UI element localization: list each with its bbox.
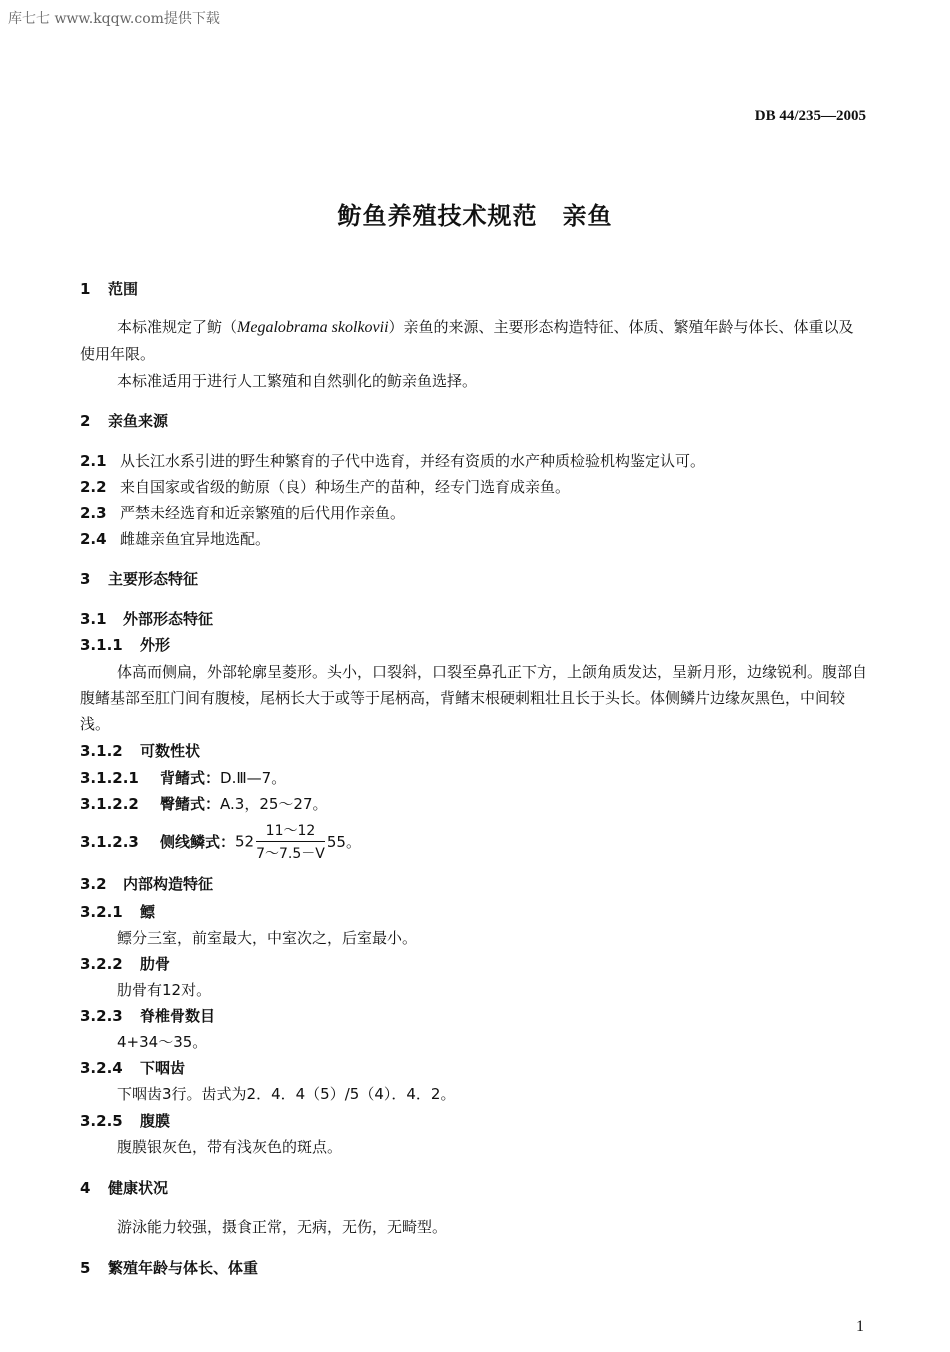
clause-3-2-5-text: 腹膜银灰色，带有浅灰色的斑点。	[117, 1138, 343, 1156]
clause-3-1-2-3: 3.1.2.3 侧线鳞式：52 $\frac{11\sim 12}{7\sim 7.5-V}$ 55。	[80, 820, 361, 863]
clause-3-1-1-text: 体高而侧扁，外部轮廓呈菱形。头小，口裂斜，口裂至鼻孔正下方，上颌角质发达，呈新月形，边缘锐利。腹部自腹鳍基部至肛门间有腹棱，尾柄长大于或等于尾柄高，背鳍末根硬刺粗壮且长于头长。体侧鳞片边缘灰黑色，中间较浅。	[80, 663, 868, 733]
clause-2-4: 2.4 雌雄亲鱼宜异地选配。	[80, 530, 271, 548]
clause-3-1-heading: 3.1 外部形态特征	[80, 610, 214, 628]
clause-2-3: 2.3 严禁未经选育和近亲繁殖的后代用作亲鱼。	[80, 504, 406, 522]
section-1-paragraph-1: 本标准规定了鲂（Megalobrama skolkovii）亲鱼的来源、主要形态构造特征、体质、繁殖年龄与体长、体重以及使用年限。	[80, 318, 854, 363]
section-number: 1	[80, 280, 91, 298]
clause-3-2-heading: 3.2 内部构造特征	[80, 875, 214, 893]
clause-3-2-3-heading: 3.2.3 脊椎骨数目	[80, 1007, 216, 1025]
clause-3-2-1-text: 鳔分三室，前室最大，中室次之，后室最小。	[117, 929, 418, 947]
clause-3-2-2-text: 肋骨有12对。	[117, 981, 212, 999]
clause-3-2-4-text: 下咽齿3行。齿式为2．4．4（5）/5（4）．4．2。	[117, 1085, 456, 1103]
clause-3-2-4-heading: 3.2.4 下咽齿	[80, 1059, 186, 1077]
section-1-paragraph-2: 本标准适用于进行人工繁殖和自然驯化的鲂亲鱼选择。	[117, 372, 478, 390]
clause-2-2: 2.2 来自国家或省级的鲂原（良）种场生产的苗种，经专门选育成亲鱼。	[80, 478, 571, 496]
clause-3-1-2-heading: 3.1.2 可数性状	[80, 742, 201, 760]
standard-number: DB 44/235—2005	[754, 108, 866, 124]
watermark: 库七七 www.kqqw.com提供下载	[8, 11, 220, 27]
clause-3-1-2-1: 3.1.2.1 背鳍式：D.Ⅲ—7。	[80, 769, 287, 787]
section-2-heading: 2 亲鱼来源	[80, 412, 169, 430]
lateral-line-fraction: $\frac{11\sim 12}{7\sim 7.5-V}$	[256, 820, 325, 863]
section-5-heading: 5 繁殖年龄与体长、体重	[80, 1259, 259, 1277]
section-4-heading: 4 健康状况	[80, 1179, 169, 1197]
section-title: 范围	[108, 280, 139, 298]
section-1-heading	[80, 278, 138, 299]
clause-3-2-1-heading: 3.2.1 鳔	[80, 903, 156, 921]
clause-3-1-2-2: 3.1.2.2 臀鳍式：A.3，25～27。	[80, 795, 328, 813]
section-4-text: 游泳能力较强，摄食正常，无病，无伤，无畸型。	[117, 1218, 448, 1236]
clause-3-1-1-heading: 3.1.1 外形	[80, 636, 171, 654]
section-3-heading: 3 主要形态特征	[80, 570, 199, 588]
page-title: 鲂鱼养殖技术规范 亲鱼	[337, 202, 613, 230]
latin-name: Megalobrama skolkovii	[237, 319, 389, 336]
clause-3-2-2-heading: 3.2.2 肋骨	[80, 955, 171, 973]
clause-2-1: 2.1 从长江水系引进的野生种繁育的子代中选育，并经有资质的水产种质检验机构鉴定认可。	[80, 452, 706, 470]
clause-3-2-5-heading: 3.2.5 腹膜	[80, 1112, 171, 1130]
clause-3-2-3-text: 4+34～35。	[117, 1033, 208, 1051]
page-number: 1	[856, 1318, 864, 1335]
